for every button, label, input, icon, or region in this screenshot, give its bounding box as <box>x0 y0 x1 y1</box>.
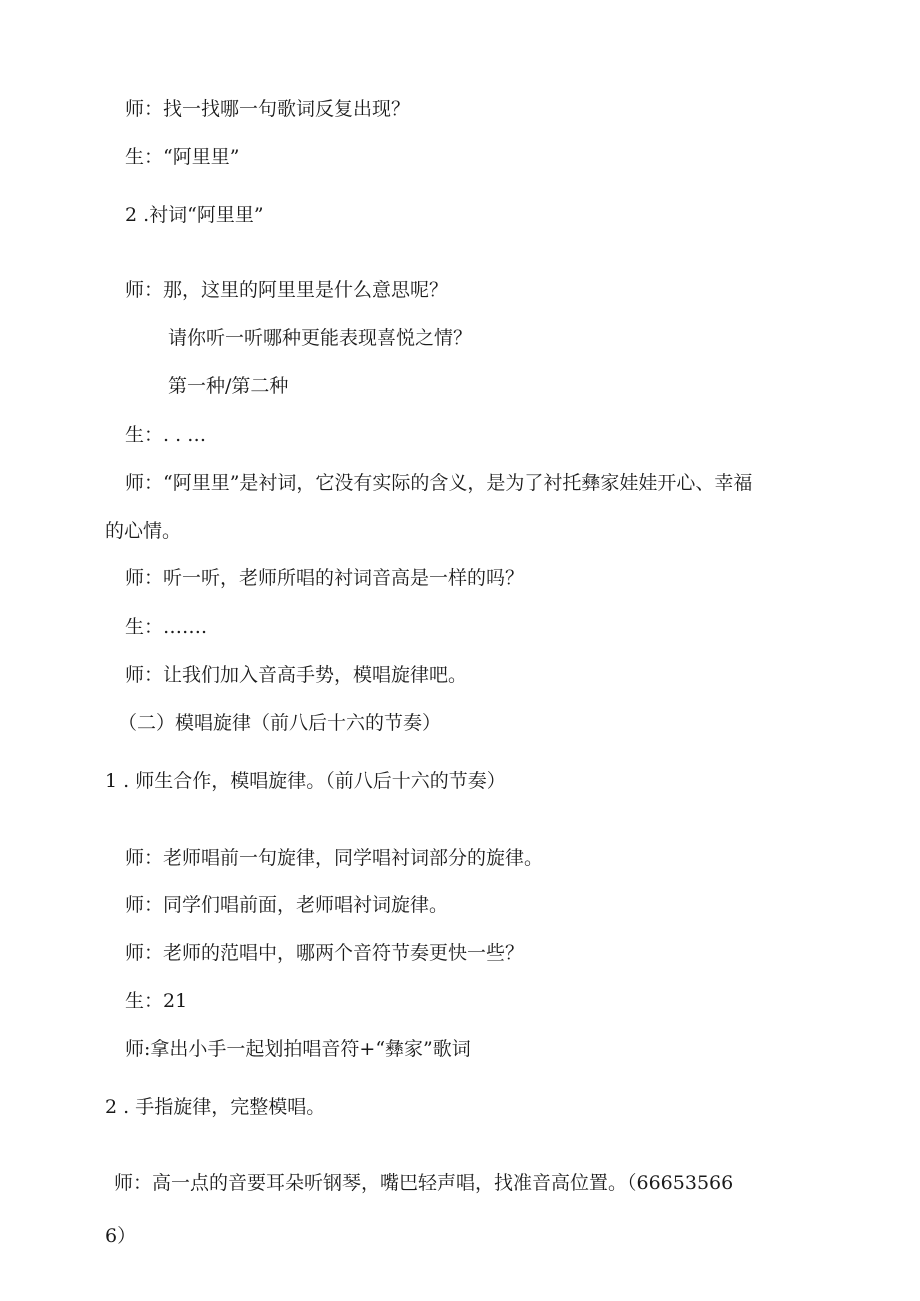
text-line-3: 2 .衬词“阿里里” <box>125 204 264 226</box>
text-line-12: 师：让我们加入音高手势，模唱旋律吧。 <box>125 664 468 686</box>
text-line-7: 生：. . … <box>125 424 207 446</box>
text-line-1: 师：找一找哪一句歌词反复出现？ <box>125 98 411 120</box>
text-line-11: 生：……. <box>125 616 208 638</box>
text-line-16: 师：同学们唱前面，老师唱衬词旋律。 <box>125 894 449 916</box>
text-line-19: 师:拿出小手一起划拍唱音符+“彝家”歌词 <box>125 1038 471 1060</box>
text-line-2: 生：“阿里里” <box>125 146 240 168</box>
text-line-14: 1 . 师生合作，模唱旋律。（前八后十六的节奏） <box>105 770 506 792</box>
text-line-4: 师：那，这里的阿里里是什么意思呢？ <box>125 279 449 301</box>
text-line-5: 请你听一听哪种更能表现喜悦之情？ <box>168 327 473 349</box>
text-line-17: 师：老师的范唱中，哪两个音符节奏更快一些？ <box>125 942 525 964</box>
text-line-15: 师：老师唱前一句旋律，同学唱衬词部分的旋律。 <box>125 847 544 869</box>
text-line-22: 6） <box>105 1225 137 1247</box>
text-line-10: 师：听一听，老师所唱的衬词音高是一样的吗？ <box>125 567 525 589</box>
text-line-21: 师：高一点的音要耳朵听钢琴，嘴巴轻声唱，找准音高位置。（66653566 <box>114 1172 734 1194</box>
text-line-9: 的心情。 <box>105 520 182 542</box>
text-line-8: 师：“阿里里”是衬词，它没有实际的含义，是为了衬托彝家娃娃开心、幸福 <box>125 472 753 494</box>
text-line-6: 第一种/第二种 <box>168 375 289 397</box>
text-line-20: 2 . 手指旋律，完整模唱。 <box>105 1096 326 1118</box>
text-line-18: 生：21 <box>125 990 188 1012</box>
section-heading: （二）模唱旋律（前八后十六的节奏） <box>118 712 442 734</box>
